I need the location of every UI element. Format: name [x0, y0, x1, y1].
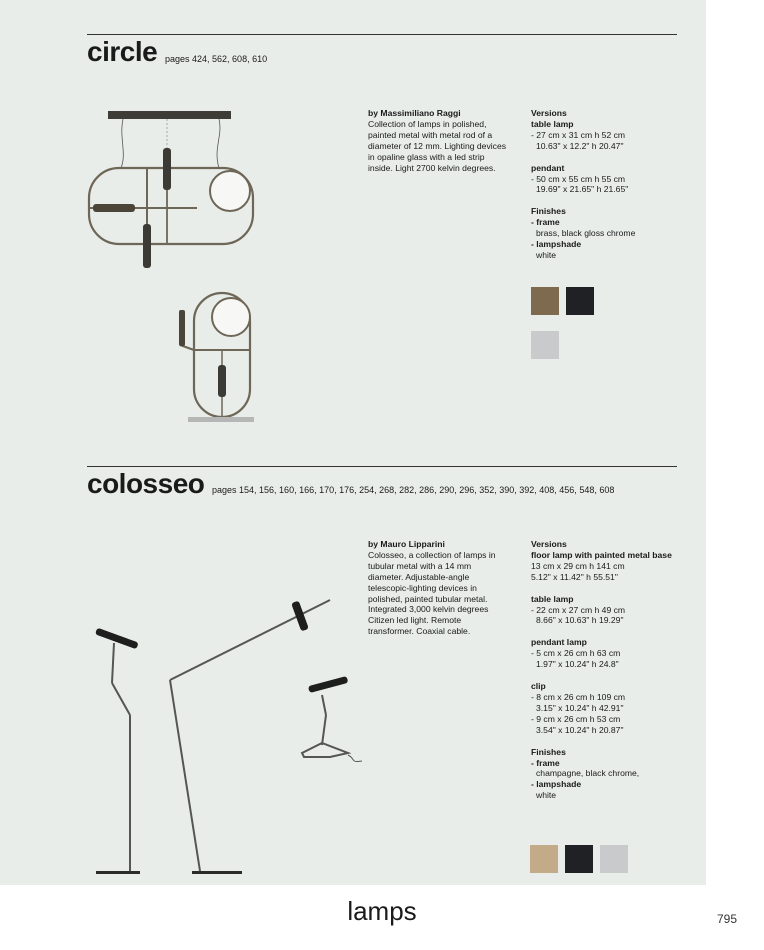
section-divider: [87, 34, 677, 35]
colosseo-clip-heading: clip: [531, 681, 546, 692]
colosseo-frame-label: - frame: [531, 757, 560, 768]
circle-specs: [531, 108, 681, 261]
circle-swatch-brass: [531, 287, 559, 315]
colosseo-swatch-champagne: [530, 845, 558, 873]
colosseo-description-text: Colosseo, a collection of lamps in tubular metal with a 14 mm diameter. Adjustable-angle telescopic-lighting devices in polished, painted tubular metal. Integrated 3,000 kelvin degrees Citizen led light. Remote transformer. Coaxial cable.: [368, 549, 496, 637]
circle-title: circle: [87, 36, 158, 67]
colosseo-versions-heading: Versions: [531, 539, 567, 549]
circle-table-lamp-cm: - 27 cm x 31 cm h 52 cm: [531, 129, 626, 140]
colosseo-pendant-in: 1.97" x 10.24" h 24.8": [536, 659, 619, 670]
colosseo-clip1-cm: - 8 cm x 26 cm h 109 cm: [531, 691, 626, 702]
category-footer: lamps: [347, 896, 417, 926]
colosseo-finishes-heading: Finishes: [531, 746, 566, 757]
colosseo-floor-cm: 13 cm x 29 cm h 141 cm: [531, 560, 625, 571]
circle-swatch-white: [531, 331, 559, 359]
colosseo-pendant-cm: - 5 cm x 26 cm h 63 cm: [531, 648, 621, 659]
colosseo-table-cm: - 22 cm x 27 cm h 49 cm: [531, 604, 626, 615]
colosseo-table-in: 8.66" x 10.63" h 19.29": [536, 615, 624, 626]
colosseo-description: [368, 539, 508, 637]
colosseo-specs: [531, 539, 681, 801]
circle-table-lamp-image: [178, 290, 263, 430]
colosseo-clip1-in: 3.15" x 10.24" h 42.91": [536, 702, 624, 713]
colosseo-floor-heading: floor lamp with painted metal base: [531, 549, 672, 560]
colosseo-title: colosseo: [87, 468, 205, 499]
circle-description-text: Collection of lamps in polished, painted metal with metal rod of a diameter of 12 mm. Lighting devices in opaline glass with a led strip inside. Light 2700 kelvin degrees.: [368, 118, 507, 173]
section-divider: [87, 466, 677, 467]
colosseo-clip2-in: 3.54" x 10.24" h 20.87": [536, 724, 624, 735]
circle-pendant-image: [85, 108, 265, 278]
circle-shade-label: - lampshade: [531, 239, 582, 250]
circle-pages: pages 424, 562, 608, 610: [165, 54, 268, 64]
circle-designer: by Massimiliano Raggi: [368, 108, 461, 118]
circle-finishes-heading: Finishes: [531, 206, 566, 217]
circle-table-lamp-heading: table lamp: [531, 118, 574, 129]
colosseo-frame-value: champagne, black chrome,: [536, 768, 640, 779]
circle-pendant-cm: - 50 cm x 55 cm h 55 cm: [531, 173, 626, 184]
colosseo-clip2-cm: - 9 cm x 26 cm h 53 cm: [531, 713, 621, 724]
circle-shade-value: white: [536, 249, 557, 260]
circle-versions-heading: Versions: [531, 108, 567, 118]
colosseo-swatch-white: [600, 845, 628, 873]
circle-pendant-heading: pendant: [531, 162, 565, 173]
circle-description: [368, 108, 508, 173]
colosseo-shade-value: white: [536, 790, 557, 801]
circle-swatch-black: [566, 287, 594, 315]
circle-pendant-in: 19.69" x 21.65" h 21.65": [536, 184, 629, 195]
colosseo-table-heading: table lamp: [531, 593, 574, 604]
colosseo-pages: pages 154, 156, 160, 166, 170, 176, 254, 268, 282, 286, 290, 296, 352, 390, 392, 408, 456, 548, 608: [212, 485, 615, 495]
colosseo-swatch-black: [565, 845, 593, 873]
ceiling-canopy: [108, 111, 231, 119]
colosseo-floor-in: 5.12" x 11.42" h 55.51": [531, 571, 618, 582]
colosseo-designer: by Mauro Lipparini: [368, 539, 445, 549]
colosseo-shade-label: - lampshade: [531, 779, 582, 790]
circle-frame-label: - frame: [531, 217, 560, 228]
page-number: 795: [716, 912, 737, 926]
colosseo-lamps-image: [90, 595, 360, 880]
colosseo-pendant-heading: pendant lamp: [531, 637, 587, 648]
circle-frame-value: brass, black gloss chrome: [536, 228, 636, 239]
circle-table-lamp-in: 10.63" x 12.2" h 20.47": [536, 140, 624, 151]
